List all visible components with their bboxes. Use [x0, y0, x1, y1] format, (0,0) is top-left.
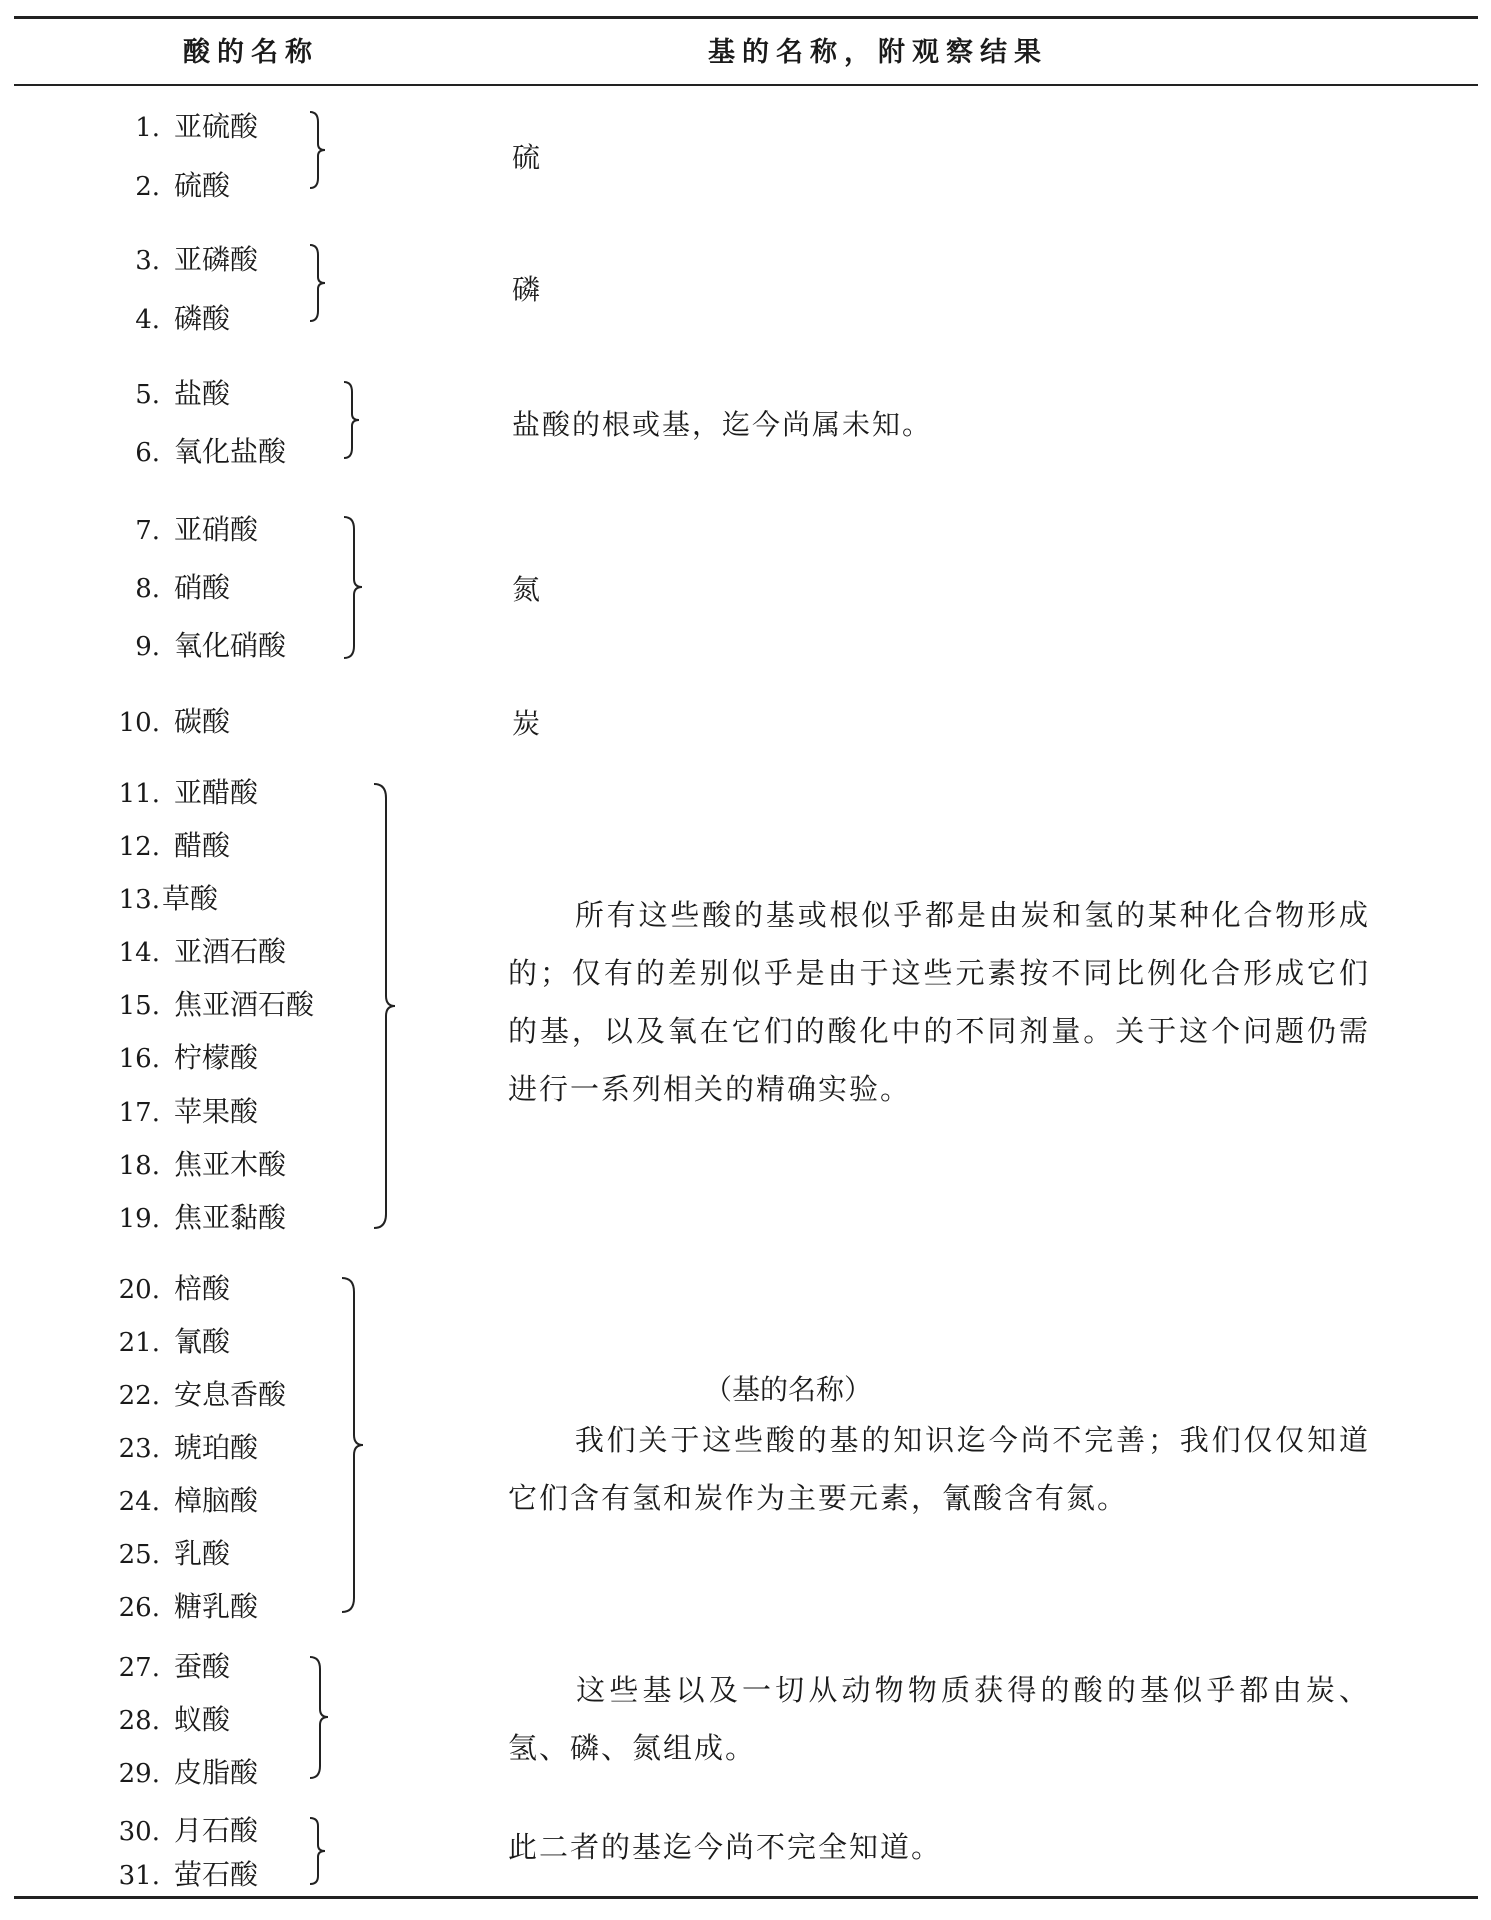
subheading: （基的名称） [704, 1373, 873, 1406]
acid-item: 30. 月石酸 [118, 1814, 259, 1847]
acid-item: 16. 柠檬酸 [118, 1041, 259, 1074]
radical-carbon: 炭 [512, 707, 541, 740]
acid-item: 12. 醋酸 [118, 829, 231, 862]
acid-item: 19. 焦亚黏酸 [118, 1201, 287, 1234]
radical-nitrogen: 氮 [512, 573, 541, 606]
brace-muriatic [342, 380, 362, 460]
acid-item: 9. 氧化硝酸 [135, 629, 287, 662]
acid-item: 8. 硝酸 [135, 571, 231, 604]
brace-nitrogen [342, 515, 366, 660]
radical-sulfur: 硫 [512, 141, 541, 174]
header-radical-name: 基的名称，附观察结果 [708, 37, 1048, 68]
acid-item: 6. 氧化盐酸 [135, 435, 287, 468]
acid-item: 31. 萤石酸 [118, 1858, 259, 1891]
acid-item: 26. 糖乳酸 [118, 1590, 259, 1623]
acid-item: 28. 蚁酸 [118, 1703, 231, 1736]
acid-item: 24. 樟脑酸 [118, 1484, 259, 1517]
radical-phosphorus: 磷 [512, 273, 541, 306]
acid-item: 14. 亚酒石酸 [118, 935, 287, 968]
header-acid-name: 酸的名称 [183, 37, 319, 68]
acid-item: 5. 盐酸 [135, 377, 231, 410]
acid-item: 20. 棓酸 [118, 1272, 231, 1305]
acid-item: 13.草酸 [118, 882, 219, 915]
acid-item: 27. 蚕酸 [118, 1650, 231, 1683]
brace-animal [308, 1655, 332, 1780]
top-rule [14, 16, 1478, 19]
note-animal: 这些基以及一切从动物物质获得的酸的基似乎都由炭、氢、磷、氮组成。 [508, 1673, 1370, 1765]
acid-item: 21. 氰酸 [118, 1325, 231, 1358]
brace-incomplete [340, 1276, 366, 1614]
acid-item: 1. 亚硫酸 [135, 110, 259, 143]
acid-item: 23. 琥珀酸 [118, 1431, 259, 1464]
acid-item: 3. 亚磷酸 [135, 243, 259, 276]
brace-sulfur [308, 110, 328, 190]
acid-item: 11. 亚醋酸 [118, 776, 259, 809]
note-last: 此二者的基迄今尚不完全知道。 [508, 1830, 943, 1864]
acid-item: 15. 焦亚酒石酸 [118, 988, 315, 1021]
acid-item: 4. 磷酸 [135, 302, 231, 335]
acid-item: 29. 皮脂酸 [118, 1756, 259, 1789]
acid-item: 2. 硫酸 [135, 169, 231, 202]
acid-item: 17. 苹果酸 [118, 1095, 259, 1128]
brace-phosphorus [308, 243, 328, 323]
note-vegetable: 所有这些酸的基或根似乎都是由炭和氢的某种化合物形成的；仅有的差别似乎是由于这些元素按不同比例化合形成它们的基，以及氧在它们的酸化中的不同剂量。关于这个问题仍需进行一系列相关的精确实验。 [508, 898, 1370, 1106]
acid-item: 25. 乳酸 [118, 1537, 231, 1570]
acid-item: 22. 安息香酸 [118, 1378, 287, 1411]
bottom-rule [14, 1896, 1478, 1899]
brace-last [308, 1816, 328, 1886]
header-rule [14, 84, 1478, 86]
brace-vegetable [372, 782, 398, 1230]
radical-muriatic: 盐酸的根或基，迄今尚属未知。 [512, 408, 933, 441]
acid-item: 18. 焦亚木酸 [118, 1148, 287, 1181]
acid-item: 7. 亚硝酸 [135, 513, 259, 546]
acid-item: 10. 碳酸 [118, 705, 231, 738]
note-incomplete: 我们关于这些酸的基的知识迄今尚不完善；我们仅仅知道它们含有氢和炭作为主要元素，氰酸含有氮。 [508, 1423, 1370, 1515]
